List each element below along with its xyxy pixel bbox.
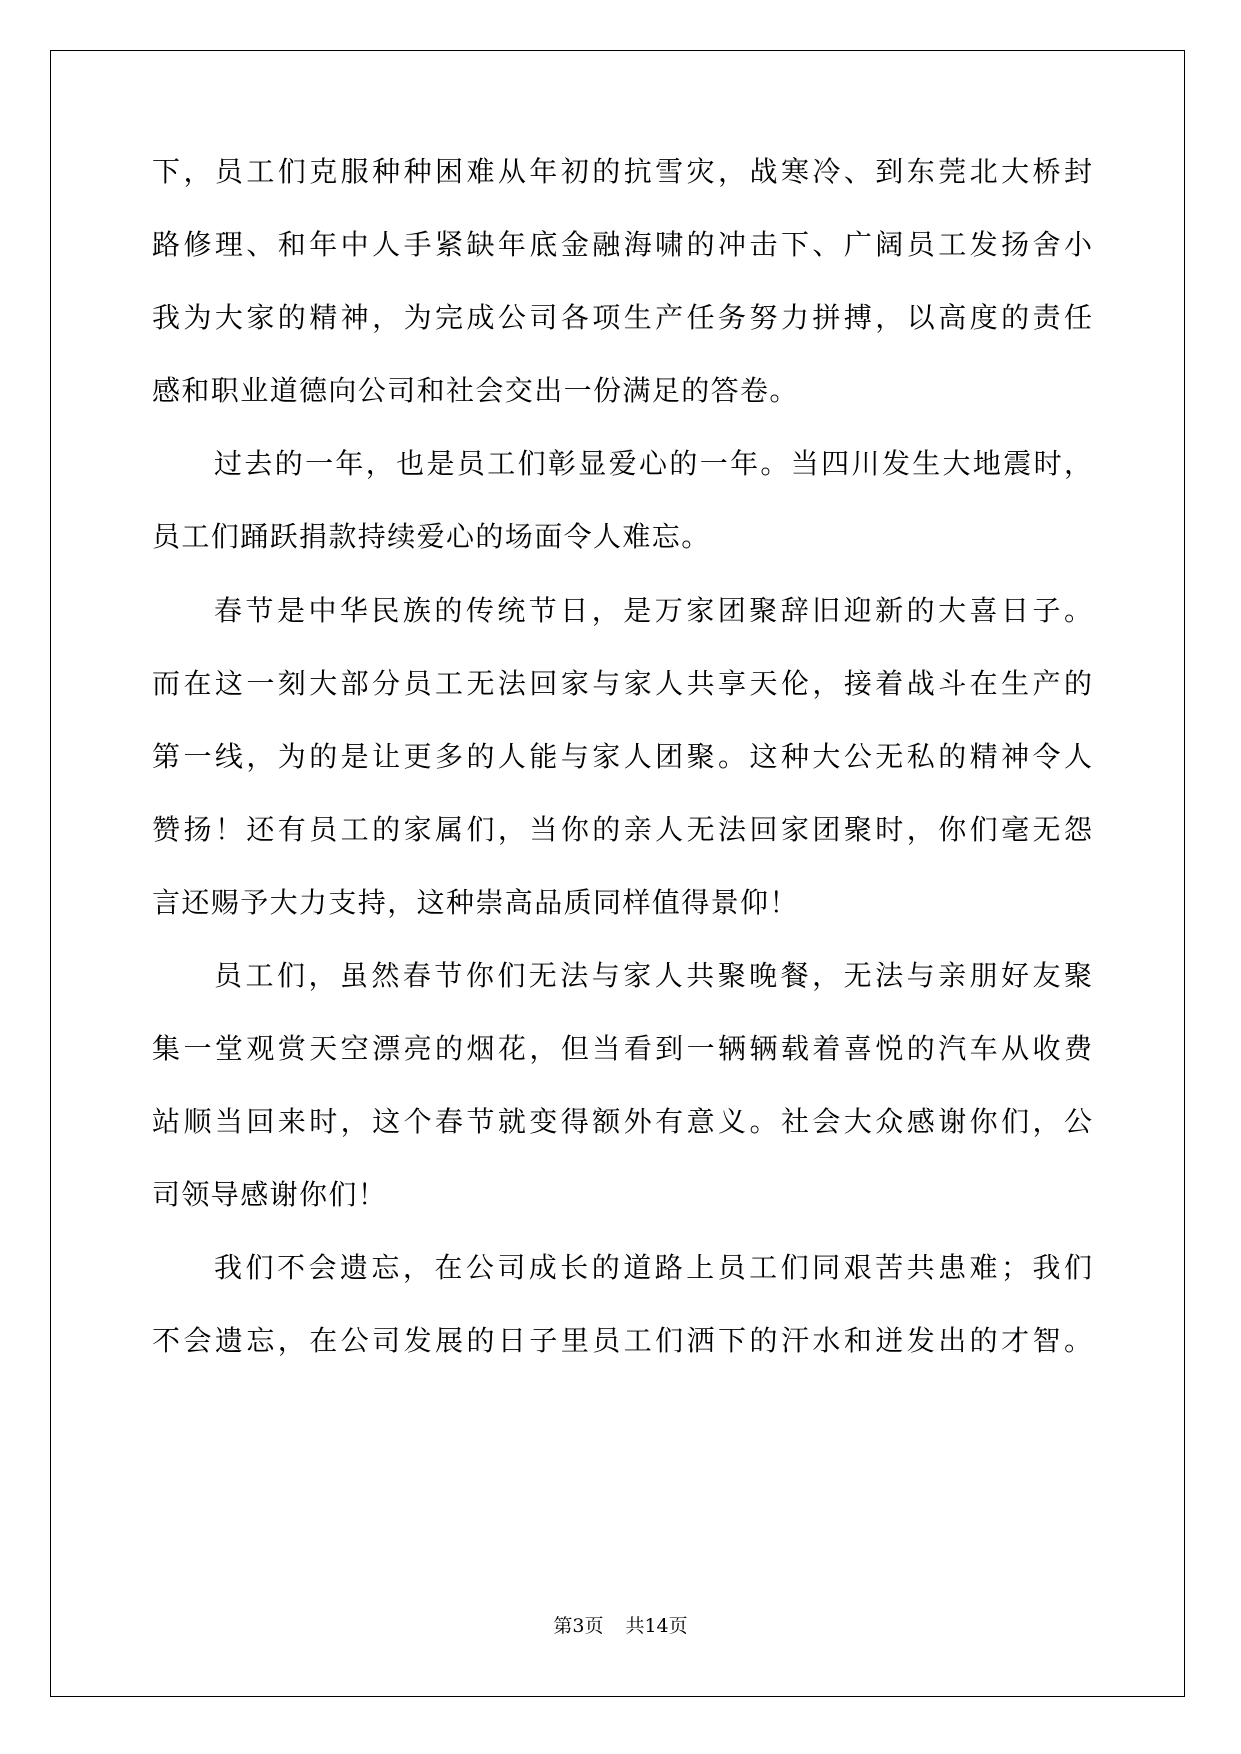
text-line: 集一堂观赏天空漂亮的烟花，但当看到一辆辆载着喜悦的汽车从收费 — [152, 1032, 1092, 1065]
text-line: 下，员工们克服种种困难从年初的抗雪灾，战寒冷、到东莞北大桥封 — [152, 155, 1092, 188]
text-line: 司领导感谢你们！ — [152, 1178, 388, 1211]
page-number: 第3页 — [553, 1615, 604, 1637]
page-footer — [0, 1614, 1241, 1638]
text-line: 站顺当回来时，这个春节就变得额外有意义。社会大众感谢你们，公 — [152, 1105, 1092, 1138]
text-line: 感和职业道德向公司和社会交出一份满足的答卷。 — [152, 374, 799, 407]
text-line: 言还赐予大力支持，这种崇高品质同样值得景仰！ — [152, 886, 799, 919]
text-line: 不会遗忘，在公司发展的日子里员工们洒下的汗水和迸发出的才智。 — [152, 1324, 1092, 1357]
text-line: 我为大家的精神，为完成公司各项生产任务努力拼搏，以高度的责任 — [152, 301, 1092, 334]
text-line: 员工们，虽然春节你们无法与家人共聚晚餐，无法与亲朋好友聚 — [214, 959, 1092, 992]
text-line: 路修理、和年中人手紧缺年底金融海啸的冲击下、广阔员工发扬舍小 — [152, 228, 1092, 261]
page-total: 共14页 — [625, 1615, 688, 1637]
page-border — [50, 50, 1185, 1697]
text-line: 而在这一刻大部分员工无法回家与家人共享天伦，接着战斗在生产的 — [152, 667, 1092, 700]
text-line: 第一线，为的是让更多的人能与家人团聚。这种大公无私的精神令人 — [152, 740, 1092, 773]
text-line: 过去的一年，也是员工们彰显爱心的一年。当四川发生大地震时， — [214, 447, 1092, 480]
text-line: 春节是中华民族的传统节日，是万家团聚辞旧迎新的大喜日子。 — [214, 594, 1092, 627]
text-line: 我们不会遗忘，在公司成长的道路上员工们同艰苦共患难；我们 — [214, 1251, 1092, 1284]
text-line: 员工们踊跃捐款持续爱心的场面令人难忘。 — [152, 520, 711, 553]
text-line: 赞扬！还有员工的家属们，当你的亲人无法回家团聚时，你们毫无怨 — [152, 813, 1092, 846]
